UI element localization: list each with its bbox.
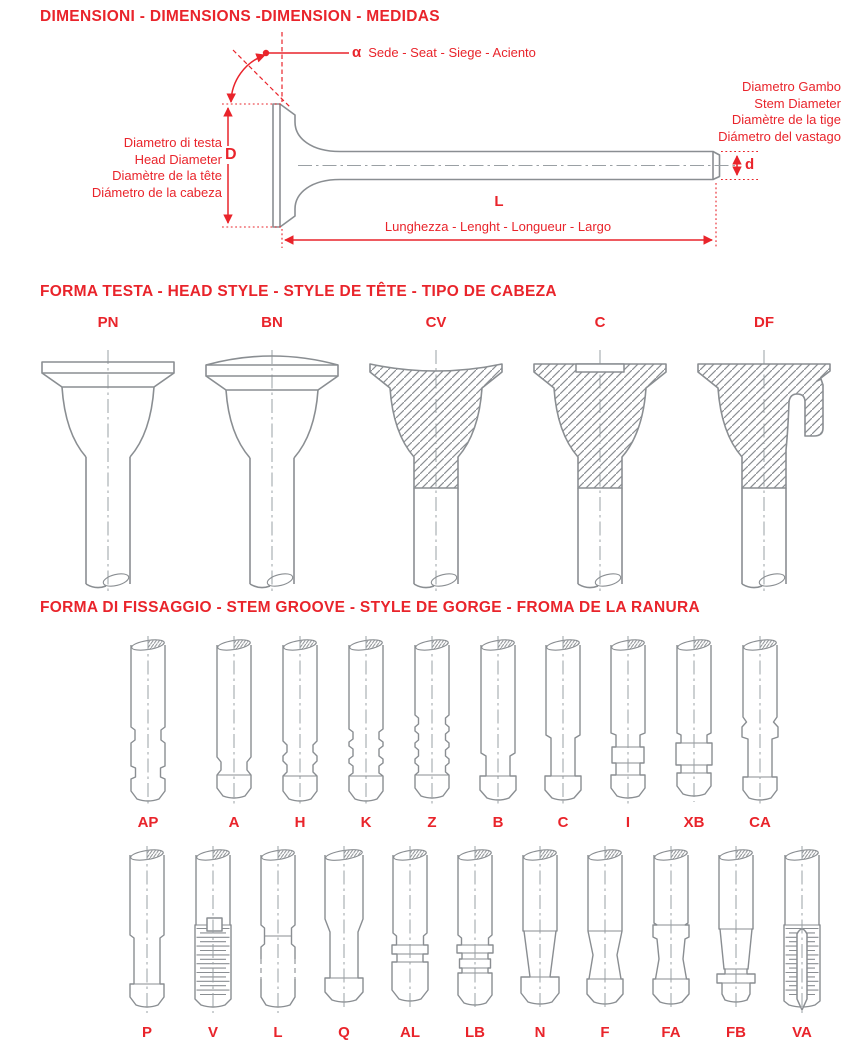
stem-groove-ca-drawing [730, 634, 790, 810]
stem-groove-label-xb: XB [683, 814, 705, 831]
stem-groove-label-lb: LB [465, 1024, 485, 1041]
stem-groove-label-va: VA [792, 1024, 812, 1041]
length-label: Lunghezza - Lenght - Longueur - Largo [384, 219, 612, 234]
stem-groove-n-drawing [510, 844, 570, 1020]
stem-groove-label-i: I [625, 814, 631, 831]
head-diameter-label-en: Head Diameter [134, 151, 222, 167]
head-style-c-drawing [520, 338, 680, 594]
head-style-label-cv: CV [425, 314, 447, 331]
length-symbol: L [458, 193, 540, 210]
stem-groove-ap-drawing [118, 634, 178, 810]
stem-groove-p-drawing [117, 844, 177, 1020]
stem-groove-label-q: Q [338, 1024, 350, 1041]
head-style-cv-drawing [356, 338, 516, 594]
stem-groove-i-drawing [598, 634, 658, 810]
stem-groove-a-drawing [204, 634, 264, 810]
stem-groove-label-c: C [557, 814, 569, 831]
seat-angle-arc [231, 55, 265, 102]
stem-groove-label-ca: CA [749, 814, 771, 831]
stem-groove-label-al: AL [400, 1024, 420, 1041]
stem-diameter-label-en: Stem Diameter [754, 95, 841, 111]
head-style-bn-drawing [192, 338, 352, 594]
head-style-label-pn: PN [97, 314, 119, 331]
head-diameter-label-es: Diámetro de la cabeza [91, 185, 222, 201]
stem-groove-label-k: K [360, 814, 372, 831]
stem-groove-label-v: V [207, 1024, 218, 1041]
stem-groove-k-drawing [336, 634, 396, 810]
stem-diameter-label-it: Diametro Gambo [742, 79, 841, 94]
stem-diameter-label [718, 79, 841, 146]
stem-groove-f-drawing [575, 844, 635, 1020]
head-style-label-c: C [594, 314, 606, 331]
stem-groove-c-drawing [533, 634, 593, 810]
head-style-label-bn: BN [261, 314, 283, 331]
stem-groove-label-f: F [600, 1024, 610, 1041]
stem-groove-label-n: N [534, 1024, 546, 1041]
head-diameter-label-fr: Diamètre de la tête [112, 168, 222, 184]
stem-groove-l-drawing [248, 844, 308, 1020]
stem-groove-label-z: Z [427, 814, 437, 831]
stem-diameter-label-es: Diámetro del vastago [718, 129, 841, 145]
stem-groove-fa-drawing [641, 844, 701, 1020]
stem-groove-z-drawing [402, 634, 462, 810]
head-diameter-label [92, 135, 222, 202]
head-diameter-label-it: Diametro di testa [123, 135, 222, 150]
stem-groove-label-h: H [294, 814, 306, 831]
head-style-label-df: DF [754, 314, 774, 331]
stem-groove-label-p: P [141, 1024, 152, 1041]
head-style-pn-drawing [28, 338, 188, 594]
stem-groove-label-a: A [228, 814, 240, 831]
seat-label-row [352, 44, 536, 61]
seat-label: Sede - Seat - Siege - Aciento [368, 45, 536, 60]
stem-groove-xb-drawing [664, 634, 724, 810]
stem-groove-label-ap: AP [137, 814, 159, 831]
head-diameter-symbol: D [225, 146, 237, 163]
head-style-section-title: FORMA TESTA - HEAD STYLE - STYLE DE TÊTE - TIPO DE CABEZA [40, 283, 557, 300]
stem-groove-label-fa: FA [661, 1024, 681, 1041]
stem-groove-label-b: B [492, 814, 504, 831]
seat-angle-symbol: α [352, 44, 362, 61]
stem-groove-lb-drawing [445, 844, 505, 1020]
stem-groove-h-drawing [270, 634, 330, 810]
stem-groove-q-drawing [314, 844, 374, 1020]
stem-groove-v-drawing [183, 844, 243, 1020]
stem-groove-section-title: FORMA DI FISSAGGIO - STEM GROOVE - STYLE DE GORGE - FROMA DE LA RANURA [40, 599, 700, 616]
stem-groove-va-drawing [772, 844, 832, 1020]
stem-groove-al-drawing [380, 844, 440, 1020]
stem-groove-fb-drawing [706, 844, 766, 1020]
stem-groove-b-drawing [468, 634, 528, 810]
stem-groove-label-fb: FB [726, 1024, 746, 1041]
dimensions-section-title: DIMENSIONI - DIMENSIONS -DIMENSION - MEDIDAS [40, 8, 440, 25]
stem-diameter-label-fr: Diamètre de la tige [731, 112, 841, 128]
stem-groove-label-l: L [273, 1024, 283, 1041]
head-style-df-drawing [684, 338, 844, 594]
stem-diameter-symbol: d [745, 156, 755, 173]
